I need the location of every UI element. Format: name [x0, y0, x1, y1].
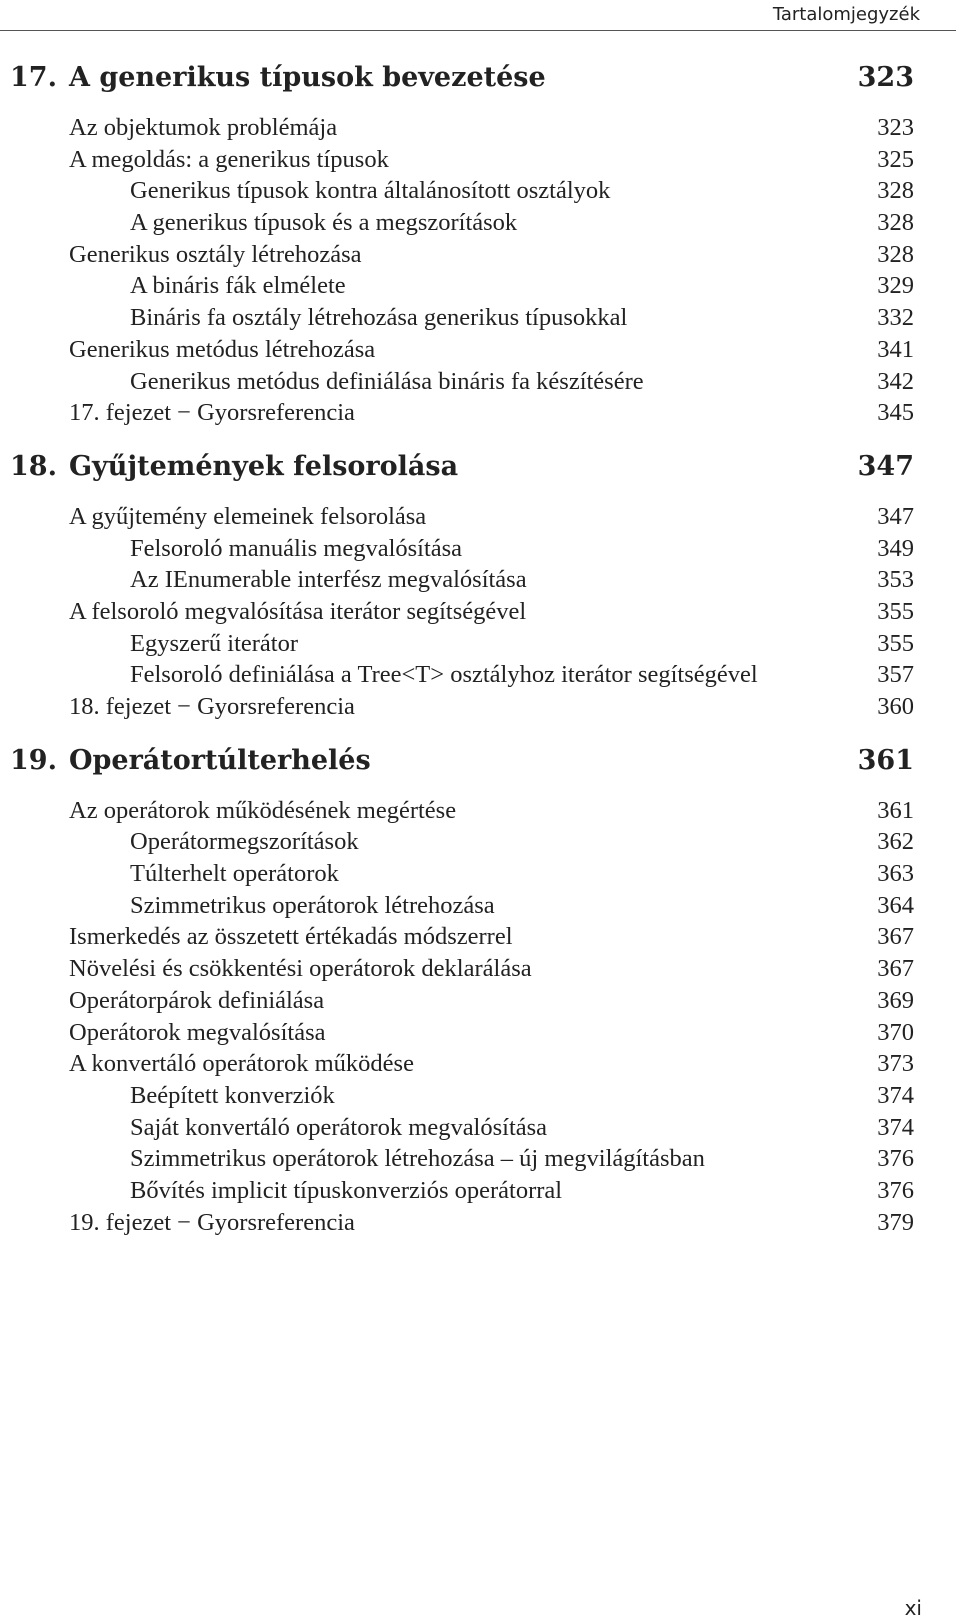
toc-entry-page: 364	[877, 891, 914, 919]
toc-entry-title: Szimmetrikus operátorok létrehozása	[130, 891, 495, 919]
toc-entry-title: Növelési és csökkentési operátorok deklarálása	[69, 955, 532, 983]
toc-entry-title: Beépített konverziók	[130, 1081, 335, 1109]
toc-subentry[interactable]	[0, 659, 960, 691]
toc-entry[interactable]	[0, 501, 960, 533]
toc-entry-list	[0, 112, 960, 429]
toc-entry-title: Felsoroló manuális megvalósítása	[130, 534, 463, 562]
toc-entry-page: 353	[877, 566, 914, 594]
toc-entry-title: A generikus típusok és a megszorítások	[130, 209, 518, 237]
toc-entry-title: 18. fejezet − Gyorsreferencia	[69, 693, 355, 720]
toc-entry[interactable]	[0, 397, 960, 429]
toc-entry-page: 367	[877, 923, 914, 951]
toc-entry-title: Generikus metódus létrehozása	[69, 335, 376, 363]
toc-subentry[interactable]	[0, 533, 960, 565]
toc-subentry[interactable]	[0, 1175, 960, 1207]
running-header-title: Tartalomjegyzék	[772, 4, 920, 25]
chapter-heading[interactable]	[0, 743, 960, 783]
toc-entry-title: Generikus osztály létrehozása	[69, 240, 362, 268]
toc-subentry[interactable]	[0, 1080, 960, 1112]
toc-entry[interactable]	[0, 112, 960, 144]
toc-entry-page: 345	[877, 399, 914, 427]
page-header	[0, 0, 960, 34]
toc-entry-title: A konvertáló operátorok működése	[69, 1050, 414, 1078]
header-divider	[0, 30, 956, 31]
toc-entry-page: 329	[877, 272, 914, 300]
toc-subentry[interactable]	[0, 207, 960, 239]
toc-entry-title: Az IEnumerable interfész megvalósítása	[130, 566, 527, 594]
toc-entry-page: 370	[877, 1018, 914, 1046]
toc-entry-title: Operátormegszorítások	[130, 828, 359, 856]
chapter-number: 18.	[10, 450, 57, 482]
chapter-heading[interactable]	[0, 60, 960, 100]
chapter-title: A generikus típusok bevezetése	[69, 62, 546, 93]
chapter-spacer	[0, 723, 960, 743]
toc-entry-title: Az objektumok problémája	[69, 114, 338, 141]
page-number: xi	[904, 1596, 922, 1620]
toc-entry[interactable]	[0, 795, 960, 827]
toc-entry[interactable]	[0, 596, 960, 628]
toc-subentry[interactable]	[0, 302, 960, 334]
toc-entry[interactable]	[0, 691, 960, 723]
toc-entry-title: Generikus típusok kontra általánosított osztályok	[130, 177, 611, 205]
toc-entry[interactable]	[0, 1048, 960, 1080]
toc-entry-page: 341	[877, 335, 914, 363]
toc-entry-title: A gyűjtemény elemeinek felsorolása	[69, 502, 427, 530]
toc-entry-page: 374	[877, 1113, 914, 1141]
toc-subentry[interactable]	[0, 858, 960, 890]
toc-entry-title: Az operátorok működésének megértése	[69, 796, 457, 824]
toc-entry-page: 323	[877, 114, 914, 141]
toc-entry-page: 369	[877, 986, 914, 1014]
chapter-page-number: 323	[857, 62, 914, 93]
toc-subentry[interactable]	[0, 628, 960, 660]
toc-entry-title: A megoldás: a generikus típusok	[69, 145, 389, 173]
toc-entry-page: 342	[877, 367, 914, 395]
toc-entry-page: 363	[877, 860, 914, 888]
toc-entry[interactable]	[0, 334, 960, 366]
toc-entry-title: Felsoroló definiálása a Tree<T> osztályhoz iterátor segítségével	[130, 661, 758, 689]
toc-entry-title: Operátorok megvalósítása	[69, 1018, 326, 1046]
chapter-page-number: 361	[857, 744, 914, 776]
chapter-section	[0, 743, 960, 1239]
toc-entry-title: Bináris fa osztály létrehozása generikus típusokkal	[130, 304, 628, 332]
toc-entry-list	[0, 795, 960, 1239]
toc-subentry[interactable]	[0, 366, 960, 398]
toc-entry-page: 325	[877, 145, 914, 173]
toc-subentry[interactable]	[0, 826, 960, 858]
toc-entry-page: 376	[877, 1145, 914, 1173]
toc-subentry[interactable]	[0, 1143, 960, 1175]
chapter-section	[0, 60, 960, 429]
toc-entry-page: 376	[877, 1176, 914, 1204]
toc-entry-page: 357	[877, 661, 914, 689]
toc-entry-title: A bináris fák elmélete	[130, 272, 346, 300]
toc-entry-title: Saját konvertáló operátorok megvalósítása	[130, 1113, 548, 1141]
toc-entry-title: 19. fejezet − Gyorsreferencia	[69, 1208, 355, 1236]
toc-entry[interactable]	[0, 953, 960, 985]
toc-entry-page: 355	[877, 597, 914, 625]
toc-subentry[interactable]	[0, 890, 960, 922]
toc-entry-page: 328	[877, 209, 914, 237]
chapter-title: Operátortúlterhelés	[69, 744, 371, 776]
chapter-heading[interactable]	[0, 449, 960, 489]
toc-entry-page: 349	[877, 534, 914, 562]
toc-subentry[interactable]	[0, 175, 960, 207]
toc-entry-page: 328	[877, 177, 914, 205]
toc-entry-title: A felsoroló megvalósítása iterátor segítségével	[69, 597, 527, 625]
toc-entry-title: 17. fejezet − Gyorsreferencia	[69, 399, 355, 427]
toc-entry-title: Egyszerű iterátor	[130, 629, 299, 657]
toc-entry-page: 361	[877, 796, 914, 824]
toc-entry-page: 347	[877, 502, 914, 530]
chapter-page-number: 347	[857, 450, 914, 482]
toc-entry-page: 379	[877, 1208, 914, 1236]
toc-entry-title: Ismerkedés az összetett értékadás módszerrel	[69, 923, 513, 951]
toc-entry-page: 367	[877, 955, 914, 983]
toc-subentry[interactable]	[0, 1112, 960, 1144]
table-of-contents	[0, 60, 960, 1238]
chapter-spacer	[0, 429, 960, 449]
toc-entry[interactable]	[0, 144, 960, 176]
toc-entry-title: Bővítés implicit típuskonverziós operátorral	[130, 1176, 563, 1204]
chapter-number: 17.	[10, 62, 57, 93]
toc-entry[interactable]	[0, 921, 960, 953]
chapter-section	[0, 449, 960, 723]
toc-entry-page: 332	[877, 304, 914, 332]
toc-entry-page: 373	[877, 1050, 914, 1078]
toc-entry-page: 328	[877, 240, 914, 268]
toc-entry-title: Szimmetrikus operátorok létrehozása – új megvilágításban	[130, 1145, 705, 1173]
toc-entry-list	[0, 501, 960, 723]
chapter-title: Gyűjtemények felsorolása	[69, 450, 459, 482]
toc-entry-title: Túlterhelt operátorok	[130, 860, 339, 888]
toc-entry[interactable]	[0, 239, 960, 271]
toc-entry-page: 355	[877, 629, 914, 657]
toc-entry[interactable]	[0, 1207, 960, 1239]
chapter-number: 19.	[10, 744, 57, 776]
toc-entry-page: 374	[877, 1081, 914, 1109]
toc-entry[interactable]	[0, 1017, 960, 1049]
toc-entry[interactable]	[0, 985, 960, 1017]
toc-entry-page: 362	[877, 828, 914, 856]
toc-entry-title: Generikus metódus definiálása bináris fa készítésére	[130, 367, 644, 395]
toc-subentry[interactable]	[0, 564, 960, 596]
toc-subentry[interactable]	[0, 270, 960, 302]
toc-entry-page: 360	[877, 693, 914, 720]
toc-entry-title: Operátorpárok definiálása	[69, 986, 325, 1014]
